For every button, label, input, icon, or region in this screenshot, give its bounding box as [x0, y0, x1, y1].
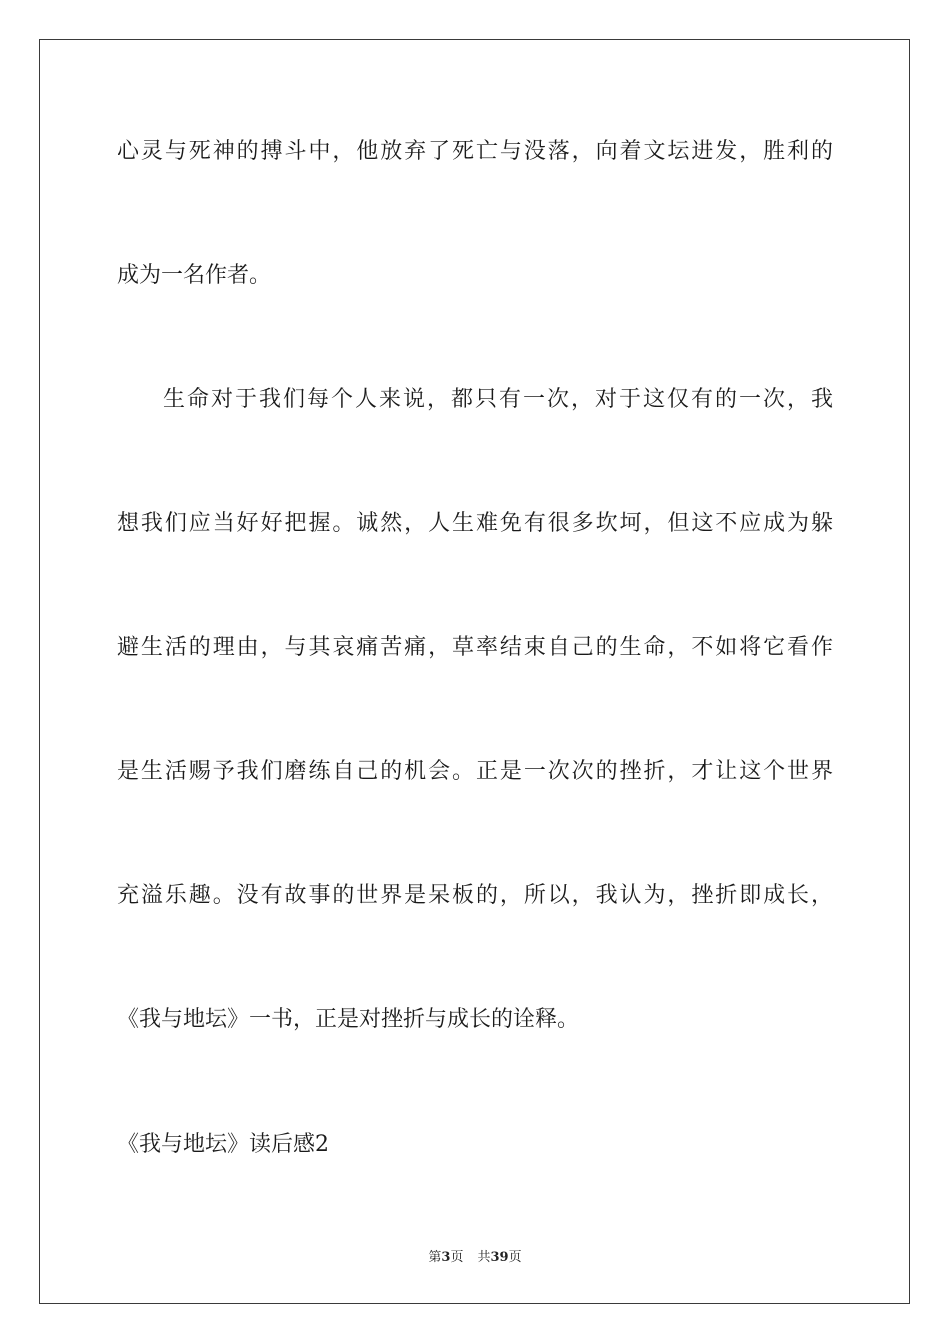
footer-page-word: 页 — [450, 1250, 464, 1265]
body-line-2: 成为一名作者。 — [117, 263, 272, 288]
body-line-1: 心灵与死神的搏斗中，他放弃了死亡与没落，向着文坛进发，胜利的 — [117, 139, 833, 164]
footer-prefix: 第 — [428, 1250, 442, 1265]
body-line-4: 想我们应当好好把握。诚然，人生难免有很多坎坷，但这不应成为躲 — [117, 511, 833, 536]
body-line-5: 避生活的理由，与其哀痛苦痛，草率结束自己的生命，不如将它看作 — [117, 635, 833, 660]
body-line-7: 充溢乐趣。没有故事的世界是呆板的，所以，我认为，挫折即成长， — [117, 883, 833, 908]
current-page-number: 3 — [441, 1250, 451, 1265]
page-footer — [0, 1246, 950, 1265]
section-heading: 《我与地坛》读后感2 — [117, 1132, 329, 1157]
body-line-6: 是生活赐予我们磨练自己的机会。正是一次次的挫折，才让这个世界 — [117, 759, 833, 784]
footer-total-suffix: 页 — [508, 1250, 522, 1265]
body-line-8: 《我与地坛》一书，正是对挫折与成长的诠释。 — [117, 1007, 580, 1032]
paragraph-start-line: 生命对于我们每个人来说，都只有一次，对于这仅有的一次，我 — [163, 387, 833, 412]
total-page-count: 39 — [490, 1250, 509, 1265]
footer-total-prefix: 共 — [477, 1250, 491, 1265]
page-border — [39, 39, 910, 1304]
